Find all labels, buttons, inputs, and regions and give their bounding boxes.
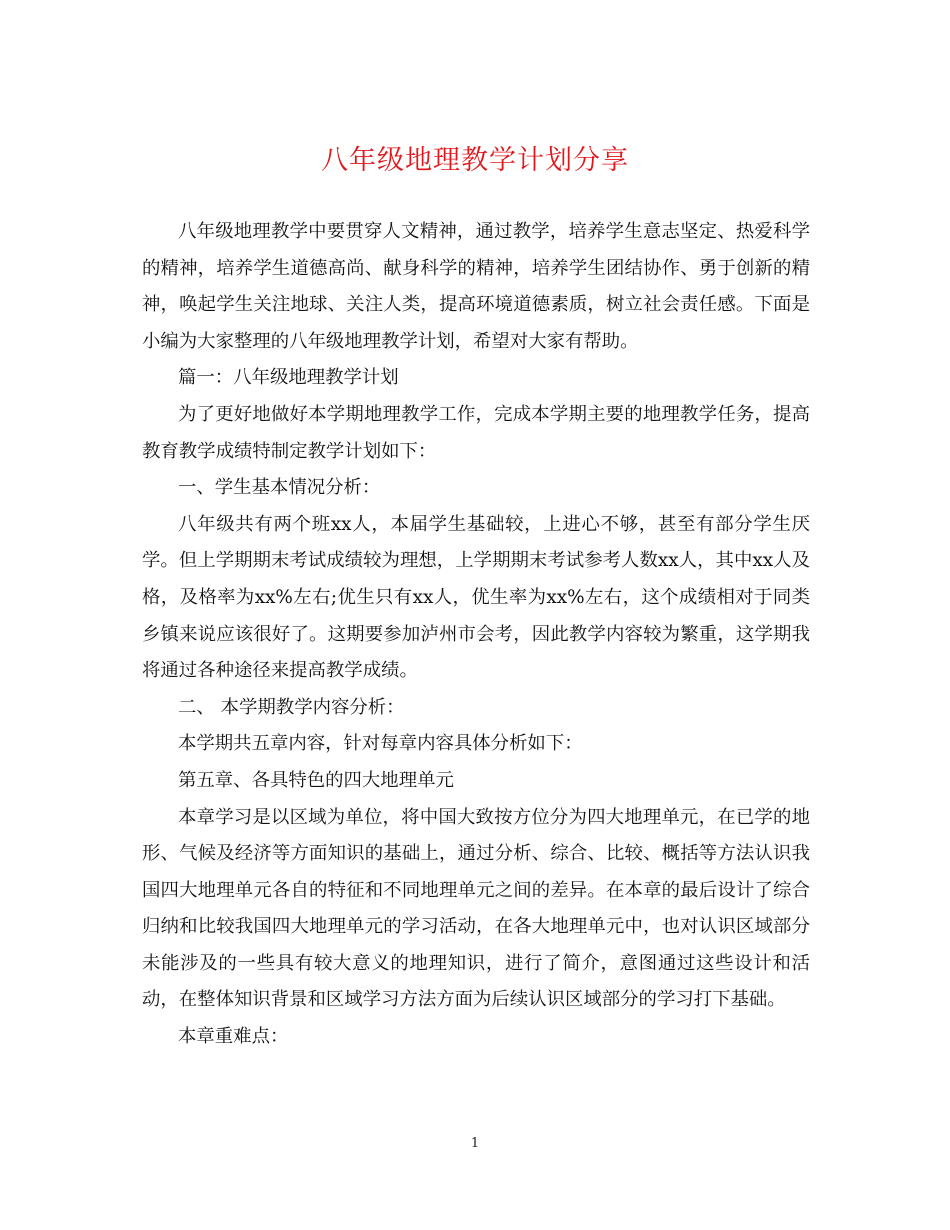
paragraph-content-overview: 本学期共五章内容，针对每章内容具体分析如下： xyxy=(178,733,583,755)
paragraph-student-analysis: 八年级共有两个班xx人，本届学生基础较，上进心不够，甚至有部分学生厌学。但上学期期末考试成绩较为理想，上学期期末考试参考人数xx人，其中xx人及格，及格率为xx%左右;优生只有xx人，优生率为xx%左右，这个成绩相对于同类乡镇来说应该很好了。这期要参加泸州市会考，因此教学内容较为繁重，这学期我将通过各种途径来提高教学成绩。 xyxy=(142,513,810,682)
paragraph-chapter-five-description: 本章学习是以区域为单位，将中国大致按方位分为四大地理单元，在已学的地形、气候及经济等方面知识的基础上，通过分析、综合、比较、概括等方法认识我国四大地理单元各自的特征和不同地理单元之间的差异。在本章的最后设计了综合归纳和比较我国四大地理单元的学习活动，在各大地理单元中，也对认识区域部分未能涉及的一些具有较大意义的地理知识，进行了简介，意图通过这些设计和活动，在整体知识背景和区域学习方法方面为后续认识区域部分的学习打下基础。 xyxy=(142,806,810,1011)
document-title: 八年级地理教学计划分享 xyxy=(321,145,629,176)
paragraph-heading-content-analysis: 二、 本学期教学内容分析： xyxy=(178,696,405,718)
paragraph-chapter-five-title: 第五章、各具特色的四大地理单元 xyxy=(178,769,454,791)
paragraph-section-heading: 篇一：八年级地理教学计划 xyxy=(178,367,399,389)
paragraph-chapter-key-points: 本章重难点： xyxy=(178,1026,289,1048)
document-body xyxy=(142,214,810,1056)
paragraph-plan-purpose: 为了更好地做好本学期地理教学工作，完成本学期主要的地理教学任务，提高教育教学成绩特制定教学计划如下： xyxy=(142,403,810,462)
paragraph-intro: 八年级地理教学中要贯穿人文精神，通过教学，培养学生意志坚定、热爱科学的精神，培养学生道德高尚、献身科学的精神，培养学生团结协作、勇于创新的精神，唤起学生关注地球、关注人类，提高环境道德素质，树立社会责任感。下面是小编为大家整理的八年级地理教学计划，希望对大家有帮助。 xyxy=(142,221,810,352)
page-number: 1 xyxy=(470,1136,480,1151)
paragraph-heading-student-analysis: 一、学生基本情况分析： xyxy=(178,477,381,499)
